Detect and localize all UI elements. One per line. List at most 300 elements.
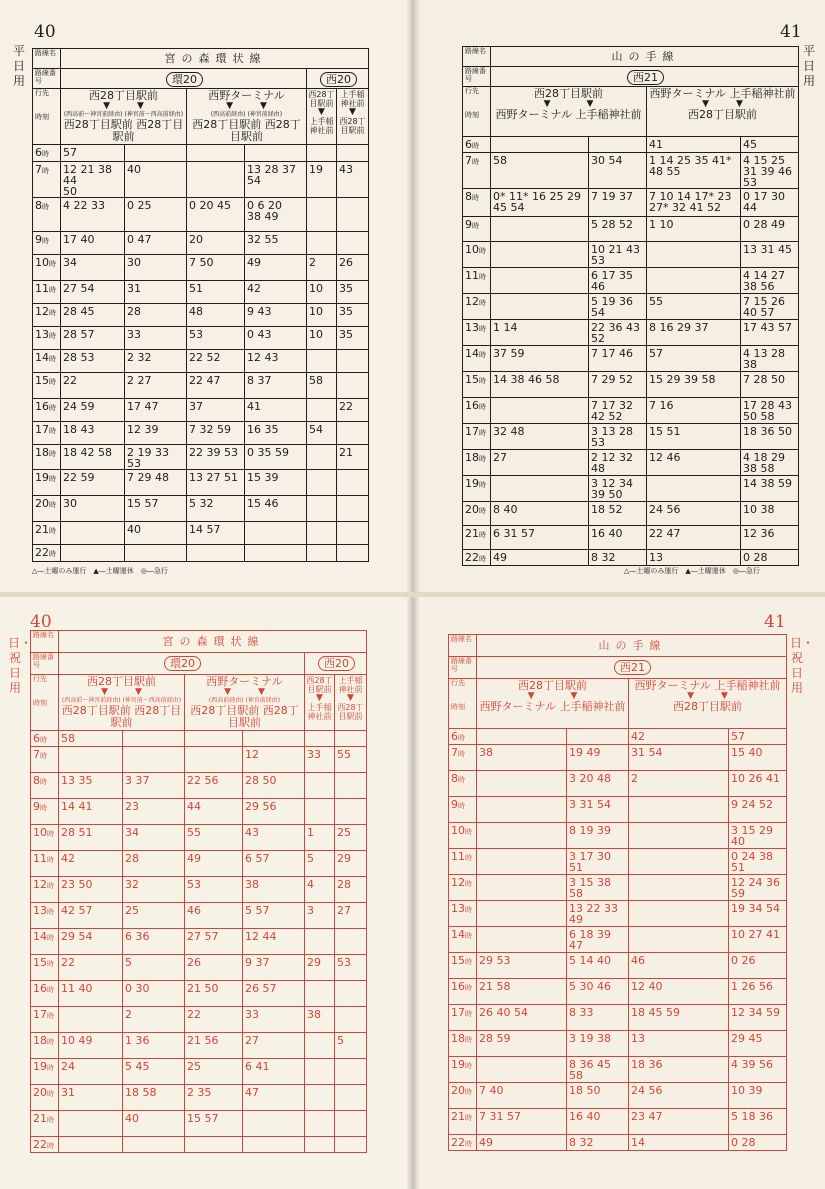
departure-minutes: 29 53 (477, 953, 567, 979)
hour-label: 10時 (33, 255, 61, 281)
departure-minutes (305, 773, 335, 799)
hour-label: 22時 (31, 1137, 59, 1153)
departure-minutes: 6 31 57 (491, 526, 589, 550)
hour-row (449, 1031, 787, 1057)
departure-minutes: 21 (337, 445, 369, 470)
time-label: 時刻 (465, 111, 479, 119)
departure-minutes (307, 522, 337, 545)
route-badge: 西21 (614, 660, 651, 675)
departure-minutes: 1 14 25 35 41* 48 55 (647, 153, 741, 189)
hour-label: 11時 (33, 281, 61, 304)
route-name-label: 路線名 (31, 631, 59, 653)
departure-minutes: 38 (243, 877, 305, 903)
dest-header: 西28丁目駅前 (89, 89, 158, 102)
departure-minutes: 2 (629, 771, 729, 797)
hour-label: 14時 (449, 927, 477, 953)
hour-label: 9時 (33, 232, 61, 255)
hour-row (449, 797, 787, 823)
route-number-label: 路線番号 (33, 69, 61, 89)
hour-value: 8 (35, 199, 42, 212)
dest-header: 西28丁目駅前 (87, 675, 156, 688)
departure-minutes (629, 901, 729, 927)
departure-minutes: 18 50 (567, 1083, 629, 1109)
page-number: 40 (30, 612, 52, 632)
departure-minutes: 2 (307, 255, 337, 281)
departure-minutes (589, 137, 647, 153)
departure-minutes: 6 41 (243, 1059, 305, 1085)
departure-minutes: 32 48 (491, 424, 589, 450)
departure-minutes: 12 (243, 747, 305, 773)
hour-value: 7 (35, 163, 42, 176)
hour-value: 16 (465, 399, 479, 412)
departure-minutes: 26 57 (243, 981, 305, 1007)
departure-minutes: 23 47 (629, 1109, 729, 1135)
hour-row (463, 217, 799, 242)
departure-minutes: 2 (123, 1007, 185, 1033)
hour-label: 9時 (31, 799, 59, 825)
hour-value: 14 (35, 351, 49, 364)
departure-minutes: 6 17 35 46 (589, 268, 647, 294)
departure-minutes: 0 28 49 (741, 217, 799, 242)
timetable-yamanote-holiday: 路線名 山の手線 路線番号 西21 行先 時刻 西28丁目駅前 ▼ ▼ 西野ターミナル 上手稲神社前 西野ターミナル 上手稲神社前 ▼ ▼ 西28丁目駅前 6時 42 57 7時 38 19 49 31 54 15 40 8時 3 20 48 2 10 26 41 9時 3 31 54 9 24 52 10時 8 19 39 3 15 29 40 11時 3 17 30 51 0 24 38 51 12時 3 15 38 58 12 24 36 59 13時 13 22 33 49 19 34 54 14時 6 18 39 47 10 27 41 15時 29 53 5 14 40 46 0 26 16時 21 58 5 30 46 12 40 1 26 56 17時 26 40 54 8 33 18 45 59 12 34 59 18時 28 59 3 19 38 13 29 45 19時 8 36 45 58 18 36 4 39 56 20時 7 40 18 50 24 56 10 39 21時 7 31 57 16 40 23 47 5 18 36 22時 49 8 32 14 0 28 (448, 634, 787, 1151)
hour-value: 19 (35, 471, 49, 484)
departure-minutes: 22 47 (187, 373, 245, 399)
departure-minutes: 7 32 59 (187, 422, 245, 445)
hour-row (31, 731, 367, 747)
departure-minutes: 46 (629, 953, 729, 979)
side-label: 日・祝日用 (8, 636, 33, 695)
departure-minutes (243, 1137, 305, 1153)
departure-minutes: 53 (185, 877, 243, 903)
departure-minutes (567, 729, 629, 745)
departure-minutes: 38 (305, 1007, 335, 1033)
departure-minutes: 9 43 (245, 304, 307, 327)
side-label: 平日用 (802, 44, 815, 88)
hour-value: 19 (451, 1058, 465, 1071)
departure-minutes: 18 43 (61, 422, 125, 445)
hour-label: 15時 (31, 955, 59, 981)
departure-minutes (307, 198, 337, 232)
page-number: 41 (780, 22, 802, 42)
side-label: 日・祝日用 (790, 636, 815, 695)
destination-label: 行先 (465, 87, 479, 95)
departure-minutes: 27 (491, 450, 589, 476)
departure-minutes (337, 232, 369, 255)
hour-label: 12時 (31, 877, 59, 903)
hour-label: 18時 (31, 1033, 59, 1059)
side-label: 平日用 (12, 44, 25, 88)
hour-label: 21時 (31, 1111, 59, 1137)
dest-header: 西28丁目駅前 (339, 117, 366, 135)
hour-value: 10 (33, 826, 47, 839)
departure-minutes: 19 49 (567, 745, 629, 771)
departure-minutes (305, 981, 335, 1007)
departure-minutes: 0 20 45 (187, 198, 245, 232)
hour-label: 16時 (33, 399, 61, 422)
departure-minutes (647, 268, 741, 294)
hour-label: 15時 (449, 953, 477, 979)
timetable-miyanomori-holiday: 路線名 宮の森環状線 路線番号 環20 西20 行先 時刻 西28丁目駅前 ▼ ▼ (西高前〜神宮前経由) (神宮前〜西高前経由) 西28丁目駅前 西28丁目駅前 西野ターミナル ▼ ▼ (西高前経由) (神宮前経由) 西28丁目駅前 西28丁目駅前 西28丁目駅前 ▼ 上手稲神社前 上手稲神社前 ▼ 西28丁目駅前 6時 58 7時 12 33 55 8時 13 35 3 37 22 56 28 50 9時 14 41 23 44 29 56 10時 28 51 34 55 43 1 25 11時 42 28 49 6 57 5 29 12時 23 50 32 53 38 4 28 13時 42 57 25 46 5 57 3 27 14時 29 54 6 36 27 57 12 44 15時 22 5 26 9 37 29 53 16時 11 40 0 30 21 50 26 57 17時 2 22 33 38 18時 10 49 1 36 21 56 27 5 19時 24 5 45 25 6 41 20時 31 18 58 2 35 47 21時 40 15 57 22時 (30, 630, 367, 1153)
departure-minutes (629, 797, 729, 823)
departure-minutes: 33 (125, 327, 187, 350)
departure-minutes: 7 10 14 17* 23 27* 32 41 52 (647, 189, 741, 217)
departure-minutes: 15 29 39 58 (647, 372, 741, 398)
down-arrow-icon: ▼ ▼ (224, 687, 265, 697)
hour-label: 12時 (449, 875, 477, 901)
departure-minutes: 5 14 40 (567, 953, 629, 979)
hour-row (33, 399, 369, 422)
departure-minutes: 2 32 (125, 350, 187, 373)
departure-minutes: 6 57 (243, 851, 305, 877)
hour-value: 7 (451, 746, 458, 759)
departure-minutes: 13 (647, 550, 741, 566)
departure-minutes (307, 496, 337, 522)
departure-minutes (243, 1111, 305, 1137)
hour-label: 7時 (31, 747, 59, 773)
departure-minutes (187, 145, 245, 162)
hour-row (449, 849, 787, 875)
departure-minutes: 32 55 (245, 232, 307, 255)
departure-minutes (647, 476, 741, 502)
hour-row (463, 424, 799, 450)
dest-header: 上手稲神社前 (309, 117, 334, 135)
departure-minutes (59, 747, 123, 773)
departure-minutes: 31 (59, 1085, 123, 1111)
hour-label: 8時 (449, 771, 477, 797)
departure-minutes (337, 470, 369, 496)
hour-value: 13 (451, 902, 465, 915)
departure-minutes: 0 28 (741, 550, 799, 566)
departure-minutes (307, 232, 337, 255)
departure-minutes: 55 (185, 825, 243, 851)
departure-minutes: 2 12 32 48 (589, 450, 647, 476)
departure-minutes: 46 (185, 903, 243, 929)
departure-minutes: 15 46 (245, 496, 307, 522)
departure-minutes: 5 (123, 955, 185, 981)
departure-minutes: 10 21 43 53 (589, 242, 647, 268)
departure-minutes (243, 731, 305, 747)
departure-minutes: 5 (335, 1033, 367, 1059)
hour-row (33, 445, 369, 470)
hour-row (31, 1085, 367, 1111)
hour-row (449, 927, 787, 953)
hour-value: 15 (451, 954, 465, 967)
via-note: (西高前経由) (210, 111, 246, 118)
legend: △―土曜のみ運行 ▲―土曜運休 ◎―急行 (32, 567, 168, 575)
departure-minutes: 42 57 (59, 903, 123, 929)
hour-row (463, 294, 799, 320)
departure-minutes: 28 50 (243, 773, 305, 799)
hour-value: 20 (465, 503, 479, 516)
hour-value: 10 (35, 256, 49, 269)
route-title: 宮の森環状線 (59, 631, 367, 653)
departure-minutes: 16 35 (245, 422, 307, 445)
hour-value: 16 (451, 980, 465, 993)
departure-minutes (337, 522, 369, 545)
departure-minutes (629, 875, 729, 901)
departure-minutes: 22 59 (61, 470, 125, 496)
departure-minutes: 53 (335, 955, 367, 981)
departure-minutes: 22 (59, 955, 123, 981)
departure-minutes (477, 729, 567, 745)
hour-label: 6時 (449, 729, 477, 745)
departure-minutes: 25 (185, 1059, 243, 1085)
hour-row (33, 255, 369, 281)
down-arrow-icon: ▼ ▼ (527, 691, 578, 701)
departure-minutes: 15 57 (125, 496, 187, 522)
departure-minutes: 17 28 43 50 58 (741, 398, 799, 424)
hour-value: 22 (35, 546, 49, 559)
departure-minutes: 16 40 (567, 1109, 629, 1135)
hour-row (463, 502, 799, 526)
departure-minutes (187, 545, 245, 562)
departure-minutes: 8 16 29 37 (647, 320, 741, 346)
hour-value: 12 (451, 876, 465, 889)
departure-minutes: 29 45 (729, 1031, 787, 1057)
departure-minutes: 1 10 (647, 217, 741, 242)
hour-row (449, 1083, 787, 1109)
departure-minutes (477, 771, 567, 797)
dest-header: 西28丁目駅前 (534, 87, 603, 100)
departure-minutes: 28 45 (61, 304, 125, 327)
departure-minutes: 4 15 25 31 39 46 53 (741, 153, 799, 189)
departure-minutes (245, 145, 307, 162)
departure-minutes: 29 (335, 851, 367, 877)
departure-minutes: 44 (185, 799, 243, 825)
hour-row (31, 773, 367, 799)
departure-minutes: 3 37 (123, 773, 185, 799)
departure-minutes: 26 40 54 (477, 1005, 567, 1031)
hour-label: 19時 (33, 470, 61, 496)
departure-minutes: 1 26 56 (729, 979, 787, 1005)
departure-minutes: 18 45 59 (629, 1005, 729, 1031)
departure-minutes: 24 59 (61, 399, 125, 422)
hour-row (463, 189, 799, 217)
hour-value: 15 (465, 373, 479, 386)
departure-minutes: 42 (245, 281, 307, 304)
hour-row (463, 346, 799, 372)
hour-label: 10時 (449, 823, 477, 849)
departure-minutes (59, 1111, 123, 1137)
departure-minutes: 10 (307, 327, 337, 350)
route-badge: 環20 (166, 72, 203, 87)
hour-label: 9時 (449, 797, 477, 823)
departure-minutes: 58 (307, 373, 337, 399)
hour-label: 11時 (31, 851, 59, 877)
route-number-label: 路線番号 (449, 657, 477, 679)
departure-minutes: 58 (491, 153, 589, 189)
departure-minutes: 7 19 37 (589, 189, 647, 217)
hour-value: 10 (451, 824, 465, 837)
hour-label: 8時 (463, 189, 491, 217)
departure-minutes: 21 58 (477, 979, 567, 1005)
departure-minutes: 5 30 46 (567, 979, 629, 1005)
route-name-label: 路線名 (463, 47, 491, 67)
departure-minutes: 57 (729, 729, 787, 745)
hour-label: 16時 (31, 981, 59, 1007)
dest-header: 上手稲神社前 (575, 108, 642, 121)
departure-minutes: 12 43 (245, 350, 307, 373)
departure-minutes: 29 56 (243, 799, 305, 825)
time-label: 時刻 (35, 113, 49, 121)
hour-row (33, 327, 369, 350)
departure-minutes: 17 43 57 (741, 320, 799, 346)
hour-label: 22時 (463, 550, 491, 566)
departure-minutes: 35 (337, 281, 369, 304)
hour-value: 14 (451, 928, 465, 941)
departure-minutes: 33 (305, 747, 335, 773)
hour-row (33, 198, 369, 232)
hour-label: 11時 (449, 849, 477, 875)
down-arrow-icon: ▼ ▼ (543, 99, 594, 109)
departure-minutes: 57 (647, 346, 741, 372)
via-note: (神宮前〜西高前経由) (124, 111, 184, 118)
departure-minutes: 12 39 (125, 422, 187, 445)
departure-minutes: 8 32 (567, 1135, 629, 1151)
hour-value: 22 (465, 551, 479, 564)
departure-minutes: 13 31 45 (741, 242, 799, 268)
hour-value: 17 (35, 423, 49, 436)
departure-minutes: 30 54 (589, 153, 647, 189)
hour-value: 6 (465, 138, 472, 151)
via-note: (神宮前経由) (247, 111, 283, 118)
hour-label: 21時 (33, 522, 61, 545)
hour-label: 6時 (463, 137, 491, 153)
hour-row (31, 981, 367, 1007)
hour-value: 16 (35, 400, 49, 413)
departure-minutes: 5 57 (243, 903, 305, 929)
departure-minutes: 28 53 (61, 350, 125, 373)
departure-minutes: 42 (629, 729, 729, 745)
hour-row (31, 825, 367, 851)
departure-minutes (187, 162, 245, 198)
hour-value: 8 (33, 774, 40, 787)
hour-value: 18 (33, 1034, 47, 1047)
hour-label: 16時 (463, 398, 491, 424)
departure-minutes: 55 (647, 294, 741, 320)
departure-minutes: 28 (125, 304, 187, 327)
departure-minutes (491, 242, 589, 268)
hour-row (449, 771, 787, 797)
down-arrow-icon: ▼ ▼ (702, 99, 743, 109)
departure-minutes: 26 (185, 955, 243, 981)
departure-minutes: 24 (59, 1059, 123, 1085)
departure-minutes: 34 (61, 255, 125, 281)
departure-minutes: 41 (647, 137, 741, 153)
departure-minutes: 13 22 33 49 (567, 901, 629, 927)
departure-minutes: 28 (123, 851, 185, 877)
hour-value: 20 (35, 497, 49, 510)
departure-minutes: 4 18 29 38 58 (741, 450, 799, 476)
departure-minutes: 8 33 (567, 1005, 629, 1031)
hour-label: 14時 (33, 350, 61, 373)
departure-minutes: 41 (245, 399, 307, 422)
hour-value: 6 (451, 730, 458, 743)
departure-minutes: 7 16 (647, 398, 741, 424)
departure-minutes: 42 (59, 851, 123, 877)
departure-minutes: 2 27 (125, 373, 187, 399)
down-arrow-icon: ▼ ▼ (687, 691, 728, 701)
departure-minutes: 0 43 (245, 327, 307, 350)
hour-label: 10時 (463, 242, 491, 268)
departure-minutes: 45 (741, 137, 799, 153)
departure-minutes: 43 (337, 162, 369, 198)
route-title: 宮の森環状線 (61, 49, 369, 69)
departure-minutes: 58 (59, 731, 123, 747)
departure-minutes: 8 36 45 58 (567, 1057, 629, 1083)
departure-minutes: 1 36 (123, 1033, 185, 1059)
dest-header: 西野ターミナル (208, 89, 285, 102)
hour-value: 8 (465, 190, 472, 203)
hour-value: 6 (33, 732, 40, 745)
departure-minutes (477, 823, 567, 849)
route-title: 山の手線 (477, 635, 787, 657)
hour-value: 17 (33, 1008, 47, 1021)
departure-minutes: 27 (243, 1033, 305, 1059)
hour-label: 9時 (463, 217, 491, 242)
departure-minutes (335, 1085, 367, 1111)
dest-header: 西野ターミナル (649, 87, 726, 100)
route-number-label: 路線番号 (31, 653, 59, 675)
departure-minutes: 12 21 38 44 50 (61, 162, 125, 198)
departure-minutes: 53 (187, 327, 245, 350)
dest-header: 西28丁目駅前 (230, 118, 301, 143)
departure-minutes (335, 1137, 367, 1153)
departure-minutes: 12 34 59 (729, 1005, 787, 1031)
departure-minutes: 12 44 (243, 929, 305, 955)
hour-value: 15 (33, 956, 47, 969)
down-arrow-icon: ▼ (318, 107, 325, 117)
departure-minutes: 7 29 52 (589, 372, 647, 398)
hour-row (31, 929, 367, 955)
departure-minutes: 25 (335, 825, 367, 851)
departure-minutes: 28 51 (59, 825, 123, 851)
departure-minutes: 28 (335, 877, 367, 903)
departure-minutes: 16 40 (589, 526, 647, 550)
book-gutter-top (406, 0, 420, 592)
departure-minutes: 19 (307, 162, 337, 198)
hour-label: 19時 (463, 476, 491, 502)
dest-header: 西28丁目駅前 (112, 118, 184, 143)
departure-minutes (123, 1137, 185, 1153)
departure-minutes: 23 50 (59, 877, 123, 903)
departure-minutes: 10 38 (741, 502, 799, 526)
hour-label: 15時 (463, 372, 491, 398)
departure-minutes (335, 731, 367, 747)
departure-minutes: 15 40 (729, 745, 787, 771)
hour-value: 18 (451, 1032, 465, 1045)
time-label: 時刻 (33, 699, 47, 707)
hour-label: 18時 (449, 1031, 477, 1057)
departure-minutes: 4 13 28 38 (741, 346, 799, 372)
departure-minutes (335, 981, 367, 1007)
departure-minutes (647, 242, 741, 268)
hour-label: 19時 (449, 1057, 477, 1083)
hour-value: 7 (33, 748, 40, 761)
hour-label: 12時 (463, 294, 491, 320)
departure-minutes: 3 19 38 (567, 1031, 629, 1057)
departure-minutes: 10 26 41 (729, 771, 787, 797)
departure-minutes: 0 28 (729, 1135, 787, 1151)
hour-label: 20時 (463, 502, 491, 526)
hour-value: 9 (451, 798, 458, 811)
hour-label: 7時 (463, 153, 491, 189)
hour-label: 7時 (449, 745, 477, 771)
hour-value: 22 (33, 1138, 47, 1151)
hour-value: 12 (465, 295, 479, 308)
hour-row (449, 875, 787, 901)
departure-minutes (305, 1137, 335, 1153)
